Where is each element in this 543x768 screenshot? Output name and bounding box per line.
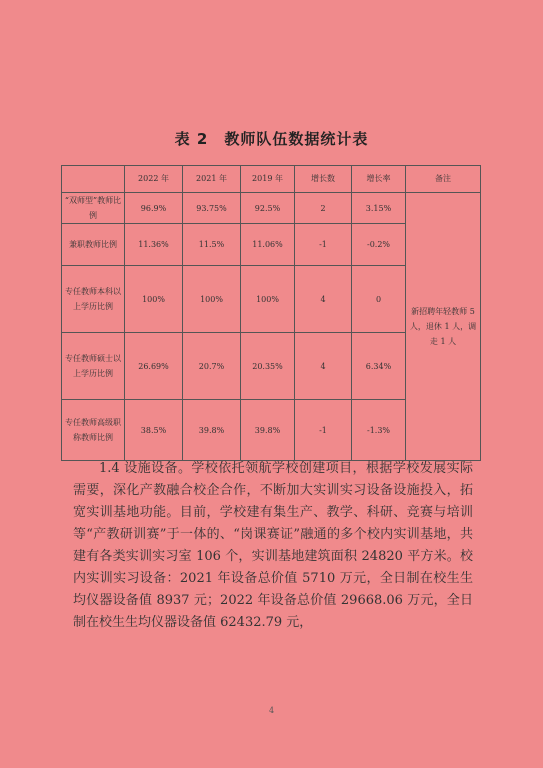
table-cell: 26.69%	[125, 333, 183, 400]
body-paragraph	[73, 458, 473, 634]
table-cell: 39.8%	[183, 400, 241, 461]
header-cell: 增长数	[295, 166, 352, 193]
teacher-stats-table	[61, 165, 481, 461]
row-label: 专任教师本科以上学历比例	[62, 266, 125, 333]
table-cell: 20.35%	[241, 333, 295, 400]
table-cell: 6.34%	[352, 333, 406, 400]
note-cell: 新招聘年轻教师 5 人，退休 1 人，调走 1 人	[406, 193, 481, 461]
paragraph-text	[73, 458, 473, 634]
table-cell: -0.2%	[352, 224, 406, 266]
table-cell: 39.8%	[241, 400, 295, 461]
row-label: 兼职教师比例	[62, 224, 125, 266]
table-cell: 92.5%	[241, 193, 295, 224]
table-cell: -1.3%	[352, 400, 406, 461]
row-label: “双师型”教师比例	[62, 193, 125, 224]
table-title: 表 2 教师队伍数据统计表	[174, 130, 369, 148]
table-cell: 11.36%	[125, 224, 183, 266]
row-label: 专任教师高级职称教师比例	[62, 400, 125, 461]
table-cell: 2	[295, 193, 352, 224]
paragraph-content: 1.4 设施设备。学校依托领航学校创建项目，根据学校发展实际需要，深化产教融合校企合作，不断加大实训实习设备设施投入，拓宽实训基地功能。目前，学校建有集生产、教学、科研、竞赛与培训等“产教研训赛”于一体的、“岗课赛证”融通的多个校内实训基地，共建有各类实训实习室 106 个，实训基地建筑面积 24820 平方米。校内实训实习设备：2021 年设备总价值 5710 万元，全日制在校生生均仪器设备值 8937 元；2022 年设备总价值 29668.06 万元，全日制在校生生均仪器设备值 62432.79 元，	[73, 461, 473, 630]
header-cell: 2019 年	[241, 166, 295, 193]
table-row	[62, 193, 481, 224]
table-cell: 96.9%	[125, 193, 183, 224]
table-cell: 100%	[241, 266, 295, 333]
table-cell: 4	[295, 266, 352, 333]
page-number: 4	[268, 706, 275, 715]
row-label: 专任教师硕士以上学历比例	[62, 333, 125, 400]
table-cell: -1	[295, 400, 352, 461]
table-cell: 4	[295, 333, 352, 400]
header-cell: 2022 年	[125, 166, 183, 193]
table-cell: 100%	[125, 266, 183, 333]
table-cell: 38.5%	[125, 400, 183, 461]
table-cell: 93.75%	[183, 193, 241, 224]
table-cell: 11.06%	[241, 224, 295, 266]
header-cell: 2021 年	[183, 166, 241, 193]
table-cell: 100%	[183, 266, 241, 333]
table-cell: 11.5%	[183, 224, 241, 266]
table-cell: -1	[295, 224, 352, 266]
table-header-row	[62, 166, 481, 193]
header-cell: 备注	[406, 166, 481, 193]
table-cell: 3.15%	[352, 193, 406, 224]
header-cell	[62, 166, 125, 193]
header-cell: 增长率	[352, 166, 406, 193]
table-cell: 20.7%	[183, 333, 241, 400]
table-cell: 0	[352, 266, 406, 333]
